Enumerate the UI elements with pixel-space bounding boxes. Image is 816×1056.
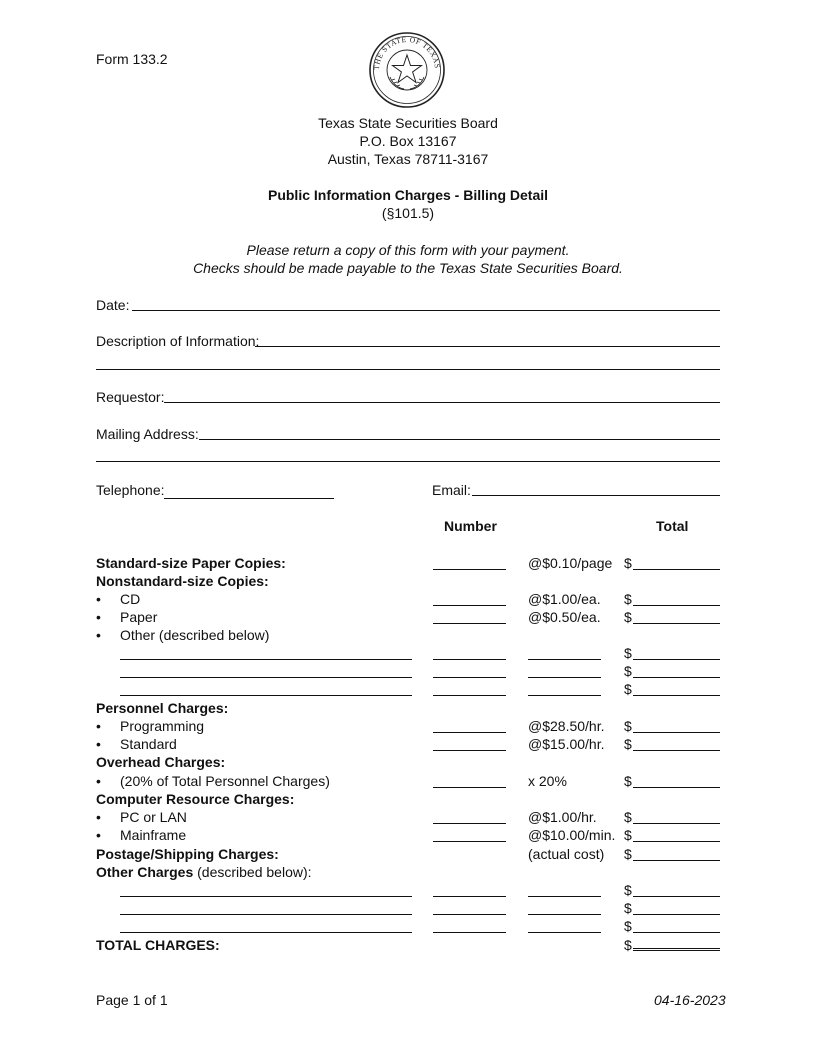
currency-sign: $ — [624, 827, 632, 843]
section-postage: Postage/Shipping Charges: — [96, 846, 279, 862]
total-field-postage[interactable] — [633, 860, 720, 861]
page-title: Public Information Charges - Billing Detail — [267, 187, 549, 203]
number-field-programming[interactable] — [433, 732, 506, 733]
other-charge-description-field[interactable] — [120, 932, 412, 933]
rate-cd: @$1.00/ea. — [528, 591, 601, 607]
bullet: • — [96, 773, 101, 789]
total-field-overhead[interactable] — [633, 787, 720, 788]
instruction-line-2: Checks should be made payable to the Texas State Securities Board. — [193, 260, 623, 276]
currency-sign: $ — [624, 663, 632, 679]
instruction-line-1: Please return a copy of this form with your payment. — [246, 242, 570, 258]
number-field-overhead[interactable] — [433, 787, 506, 788]
agency-city: Austin, Texas 78711-3167 — [327, 151, 489, 167]
email-label: Email: — [432, 482, 471, 498]
item-other: Other (described below) — [120, 627, 270, 643]
page-number: Page 1 of 1 — [96, 992, 168, 1008]
currency-sign: $ — [624, 846, 632, 862]
currency-sign: $ — [624, 591, 632, 607]
date-field[interactable] — [132, 292, 720, 311]
mailing-address-field-line-2[interactable] — [96, 443, 720, 462]
total-field-standard-staff[interactable] — [633, 750, 720, 751]
section-other-charges-label: Other Charges — [96, 864, 194, 880]
currency-sign: $ — [624, 918, 632, 934]
other-charge-rate-field[interactable] — [528, 932, 601, 933]
page-subtitle: (§101.5) — [381, 205, 435, 221]
other-charge-description-field[interactable] — [120, 896, 412, 897]
section-other-charges-note: (described below): — [193, 864, 312, 880]
description-field[interactable] — [255, 328, 720, 347]
other-charge-total-field[interactable] — [633, 896, 720, 897]
item-programming: Programming — [120, 718, 205, 734]
other-charge-number-field[interactable] — [433, 932, 506, 933]
other-rate-field[interactable] — [528, 695, 601, 696]
total-charges-label: TOTAL CHARGES: — [96, 937, 220, 953]
section-standard-copies: Standard-size Paper Copies: — [96, 555, 286, 571]
other-description-field[interactable] — [120, 659, 412, 660]
item-overhead: (20% of Total Personnel Charges) — [120, 773, 330, 789]
currency-sign: $ — [624, 900, 632, 916]
other-description-field[interactable] — [120, 695, 412, 696]
total-field-pc[interactable] — [633, 823, 720, 824]
currency-sign: $ — [624, 809, 632, 825]
bullet: • — [96, 827, 101, 843]
other-charge-total-field[interactable] — [633, 914, 720, 915]
other-charge-number-field[interactable] — [433, 896, 506, 897]
currency-sign: $ — [624, 718, 632, 734]
currency-sign: $ — [624, 773, 632, 789]
description-field-line-2[interactable] — [96, 351, 720, 370]
total-field-standard[interactable] — [633, 569, 720, 570]
form-number: Form 133.2 — [96, 51, 168, 67]
column-header-total: Total — [656, 518, 689, 534]
rate-overhead: x 20% — [528, 773, 567, 789]
section-computer: Computer Resource Charges: — [96, 791, 295, 807]
number-field-paper[interactable] — [433, 623, 506, 624]
texas-seal-logo — [368, 31, 446, 109]
number-field-cd[interactable] — [433, 605, 506, 606]
seal-text: THE STATE OF TEXAS — [371, 34, 443, 71]
number-field-mainframe[interactable] — [433, 841, 506, 842]
number-field-pc[interactable] — [433, 823, 506, 824]
column-header-number: Number — [444, 518, 497, 534]
other-description-field[interactable] — [120, 677, 412, 678]
total-charges-field[interactable] — [633, 948, 720, 951]
other-rate-field[interactable] — [528, 659, 601, 660]
bullet: • — [96, 809, 101, 825]
date-label: Date: — [96, 297, 130, 313]
other-charge-total-field[interactable] — [633, 932, 720, 933]
rate-postage: (actual cost) — [528, 846, 605, 862]
other-number-field[interactable] — [433, 659, 506, 660]
currency-sign: $ — [624, 736, 632, 752]
other-rate-field[interactable] — [528, 677, 601, 678]
bullet: • — [96, 736, 101, 752]
agency-pobox: P.O. Box 13167 — [359, 133, 457, 149]
bullet: • — [96, 609, 101, 625]
agency-name: Texas State Securities Board — [318, 115, 498, 131]
rate-paper: @$0.50/ea. — [528, 609, 601, 625]
item-mainframe: Mainframe — [120, 827, 187, 843]
other-charge-rate-field[interactable] — [528, 896, 601, 897]
other-charge-description-field[interactable] — [120, 914, 412, 915]
bullet: • — [96, 718, 101, 734]
other-total-field[interactable] — [633, 659, 720, 660]
mailing-address-label: Mailing Address: — [96, 426, 199, 442]
total-field-mainframe[interactable] — [633, 841, 720, 842]
telephone-field[interactable] — [164, 480, 334, 499]
section-overhead: Overhead Charges: — [96, 754, 226, 770]
currency-sign: $ — [624, 645, 632, 661]
section-nonstandard-copies: Nonstandard-size Copies: — [96, 573, 269, 589]
total-field-cd[interactable] — [633, 605, 720, 606]
item-paper: Paper — [120, 609, 158, 625]
item-pc: PC or LAN — [120, 809, 187, 825]
currency-sign: $ — [624, 937, 632, 953]
revision-date: 04-16-2023 — [654, 992, 726, 1008]
mailing-address-field[interactable] — [199, 421, 720, 440]
rate-standard: @$0.10/page — [528, 555, 613, 571]
number-field-standard[interactable] — [433, 569, 506, 570]
rate-mainframe: @$10.00/min. — [528, 827, 616, 843]
section-personnel: Personnel Charges: — [96, 700, 229, 716]
item-cd: CD — [120, 591, 141, 607]
other-number-field[interactable] — [433, 695, 506, 696]
currency-sign: $ — [624, 882, 632, 898]
currency-sign: $ — [624, 609, 632, 625]
currency-sign: $ — [624, 555, 632, 571]
number-field-standard-staff[interactable] — [433, 750, 506, 751]
rate-programming: @$28.50/hr. — [528, 718, 605, 734]
other-total-field[interactable] — [633, 677, 720, 678]
other-total-field[interactable] — [633, 695, 720, 696]
bullet: • — [96, 627, 101, 643]
total-field-programming[interactable] — [633, 732, 720, 733]
requestor-field[interactable] — [164, 384, 720, 403]
other-charge-rate-field[interactable] — [528, 914, 601, 915]
requestor-label: Requestor: — [96, 389, 165, 405]
currency-sign: $ — [624, 681, 632, 697]
svg-text:THE STATE OF TEXAS — [372, 35, 442, 70]
bullet: • — [96, 591, 101, 607]
telephone-label: Telephone: — [96, 482, 165, 498]
description-label: Description of Information: — [96, 333, 260, 349]
email-field[interactable] — [472, 477, 720, 496]
rate-standard-staff: @$15.00/hr. — [528, 736, 605, 752]
rate-pc: @$1.00/hr. — [528, 809, 597, 825]
other-number-field[interactable] — [433, 677, 506, 678]
other-charge-number-field[interactable] — [433, 914, 506, 915]
section-other-charges — [96, 863, 312, 881]
total-field-paper[interactable] — [633, 623, 720, 624]
item-standard-staff: Standard — [120, 736, 177, 752]
